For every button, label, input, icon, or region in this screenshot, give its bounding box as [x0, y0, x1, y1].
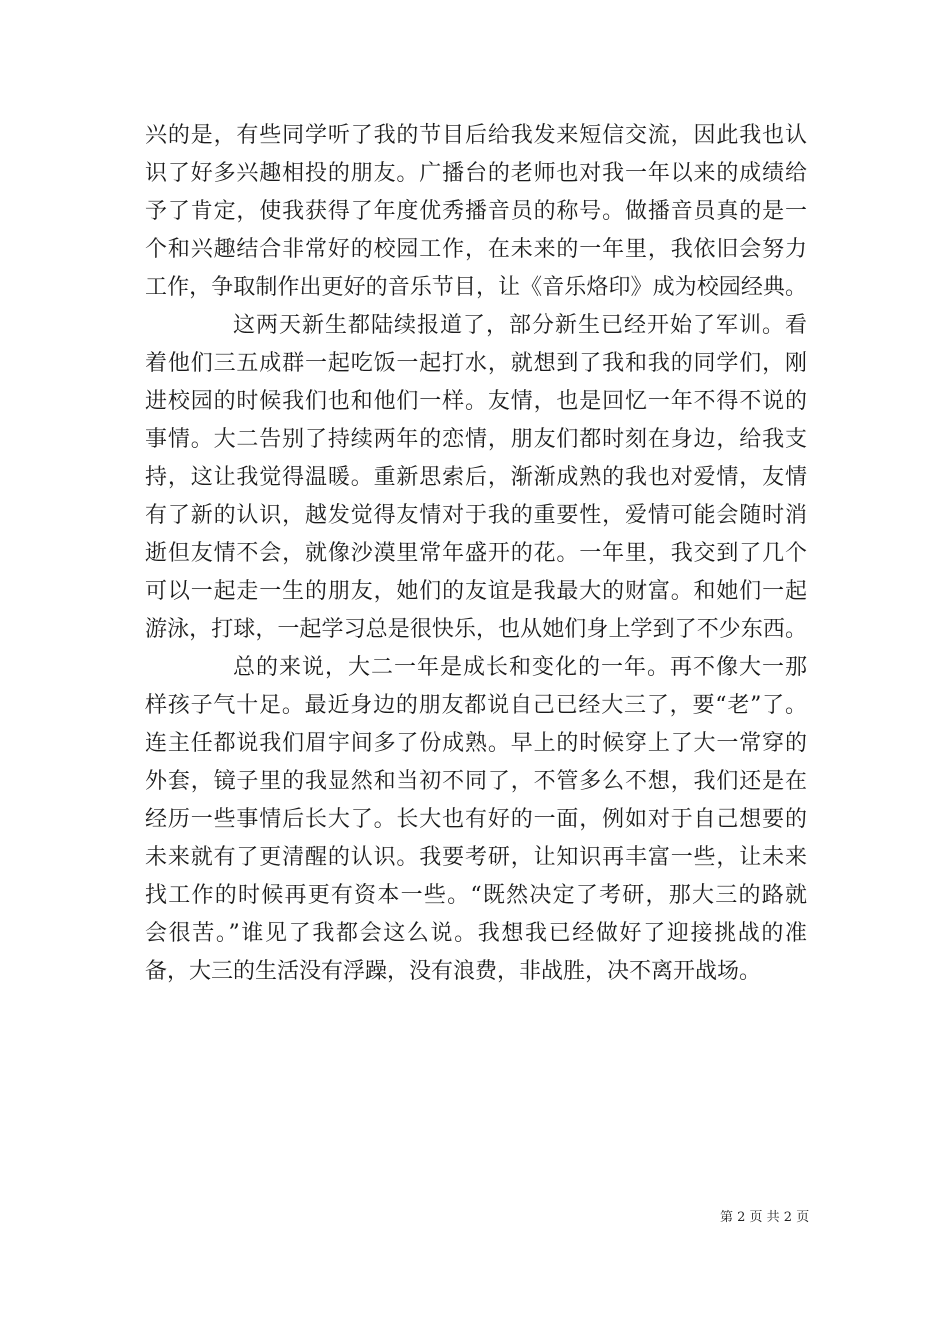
text-line: 会很苦。”谁见了我都会这么说。我想我已经做好了迎接挑战的准	[145, 921, 807, 946]
text-line: 识了好多兴趣相投的朋友。广播台的老师也对我一年以来的成绩给	[145, 161, 807, 186]
text-line: 工作，争取制作出更好的音乐节目，让《音乐烙印》成为校园经典。	[145, 275, 807, 300]
text-line: 兴的是，有些同学听了我的节目后给我发来短信交流，因此我也认	[145, 123, 807, 148]
text-line: 连主任都说我们眉宇间多了份成熟。早上的时候穿上了大一常穿的	[145, 731, 807, 756]
page-number-footer: 第 2 页 共 2 页	[720, 1210, 810, 1225]
text-line: 样孩子气十足。最近身边的朋友都说自己已经大三了，要“老”了。	[145, 693, 807, 718]
text-line: 经历一些事情后长大了。长大也有好的一面，例如对于自己想要的	[145, 807, 807, 832]
paragraph-first-line: 这两天新生都陆续报道了，部分新生已经开始了军训。看	[233, 313, 807, 338]
text-line: 外套，镜子里的我显然和当初不同了，不管多么不想，我们还是在	[145, 769, 807, 794]
text-line: 游泳，打球，一起学习总是很快乐，也从她们身上学到了不少东西。	[145, 617, 807, 642]
paragraph-first-line: 总的来说，大二一年是成长和变化的一年。再不像大一那	[233, 655, 807, 680]
text-line: 个和兴趣结合非常好的校园工作，在未来的一年里，我依旧会努力	[145, 237, 807, 262]
text-line: 予了肯定，使我获得了年度优秀播音员的称号。做播音员真的是一	[145, 199, 807, 224]
text-line: 找工作的时候再更有资本一些。“既然决定了考研，那大三的路就	[145, 883, 807, 908]
body-text	[145, 117, 807, 991]
text-line: 进校园的时候我们也和他们一样。友情，也是回忆一年不得不说的	[145, 389, 807, 414]
text-line: 可以一起走一生的朋友，她们的友谊是我最大的财富。和她们一起	[145, 579, 807, 604]
text-line: 有了新的认识，越发觉得友情对于我的重要性，爱情可能会随时消	[145, 503, 807, 528]
text-line: 着他们三五成群一起吃饭一起打水，就想到了我和我的同学们，刚	[145, 351, 807, 376]
text-line: 未来就有了更清醒的认识。我要考研，让知识再丰富一些，让未来	[145, 845, 807, 870]
text-line: 备，大三的生活没有浮躁，没有浪费，非战胜，决不离开战场。	[145, 959, 762, 984]
text-line: 逝但友情不会，就像沙漠里常年盛开的花。一年里，我交到了几个	[145, 541, 807, 566]
text-line: 事情。大二告别了持续两年的恋情，朋友们都时刻在身边，给我支	[145, 427, 807, 452]
text-line: 持，这让我觉得温暖。重新思索后，渐渐成熟的我也对爱情，友情	[145, 465, 807, 490]
